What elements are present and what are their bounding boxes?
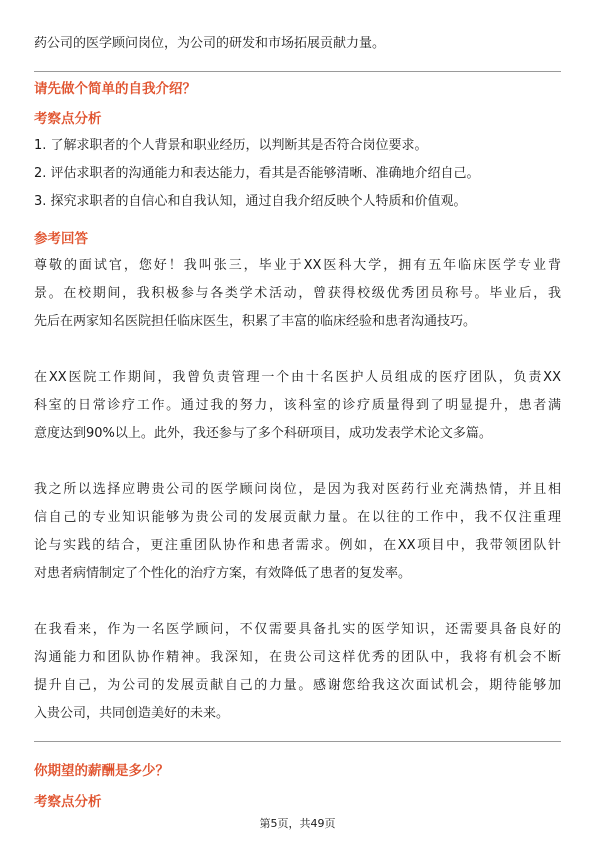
- paragraph-line: 论与实践的结合，更注重团队协作和患者需求。例如，在XX项目中，我带领团队针: [34, 538, 561, 553]
- question-heading: 请先做个简单的自我介绍？: [34, 81, 196, 97]
- analysis-point: 3. 探究求职者的自信心和自我认知，通过自我介绍反映个人特质和价值观。: [34, 194, 467, 209]
- paragraph-line: 信自己的专业知识能够为贵公司的发展贡献力量。在以往的工作中，我不仅注重理: [34, 510, 561, 525]
- paragraph-line: 尊敬的面试官，您好！我叫张三，毕业于XX医科大学，拥有五年临床医学专业背: [34, 258, 561, 273]
- analysis-point: 1. 了解求职者的个人背景和职业经历，以判断其是否符合岗位要求。: [34, 138, 428, 153]
- paragraph-line: 我之所以选择应聘贵公司的医学顾问岗位，是因为我对医药行业充满热情，并且相: [34, 482, 561, 497]
- analysis-point: 2. 评估求职者的沟通能力和表达能力，看其是否能够清晰、准确地介绍自己。: [34, 166, 480, 181]
- paragraph-line: 沟通能力和团队协作精神。我深知，在贵公司这样优秀的团队中，我将有机会不断: [34, 650, 561, 665]
- paragraph-line: 在XX医院工作期间，我曾负责管理一个由十名医护人员组成的医疗团队，负责XX: [34, 370, 561, 385]
- section-divider: [34, 71, 561, 72]
- analysis-heading: 考察点分析: [34, 111, 102, 127]
- paragraph-line: 意度达到90%以上。此外，我还参与了多个科研项目，成功发表学术论文多篇。: [34, 426, 492, 441]
- answer-heading: 参考回答: [34, 231, 88, 247]
- question-heading: 你期望的薪酬是多少？: [34, 763, 169, 779]
- analysis-heading: 考察点分析: [34, 794, 102, 810]
- paragraph-line: 对患者病情制定了个性化的治疗方案，有效降低了患者的复发率。: [34, 566, 412, 581]
- paragraph-line: 药公司的医学顾问岗位，为公司的研发和市场拓展贡献力量。: [34, 36, 386, 51]
- paragraph-line: 在我看来，作为一名医学顾问，不仅需要具备扎实的医学知识，还需要具备良好的: [34, 622, 561, 637]
- paragraph-line: 科室的日常诊疗工作。通过我的努力，该科室的诊疗质量得到了明显提升，患者满: [34, 398, 561, 413]
- paragraph-line: 入贵公司，共同创造美好的未来。: [34, 706, 230, 721]
- page-number: 第5页，共49页: [259, 817, 336, 830]
- paragraph-line: 提升自己，为公司的发展贡献自己的力量。感谢您给我这次面试机会，期待能够加: [34, 678, 561, 693]
- paragraph-line: 景。在校期间，我积极参与各类学术活动，曾获得校级优秀团员称号。毕业后，我: [34, 286, 561, 301]
- paragraph-line: 先后在两家知名医院担任临床医生，积累了丰富的临床经验和患者沟通技巧。: [34, 314, 477, 329]
- section-divider: [34, 741, 561, 742]
